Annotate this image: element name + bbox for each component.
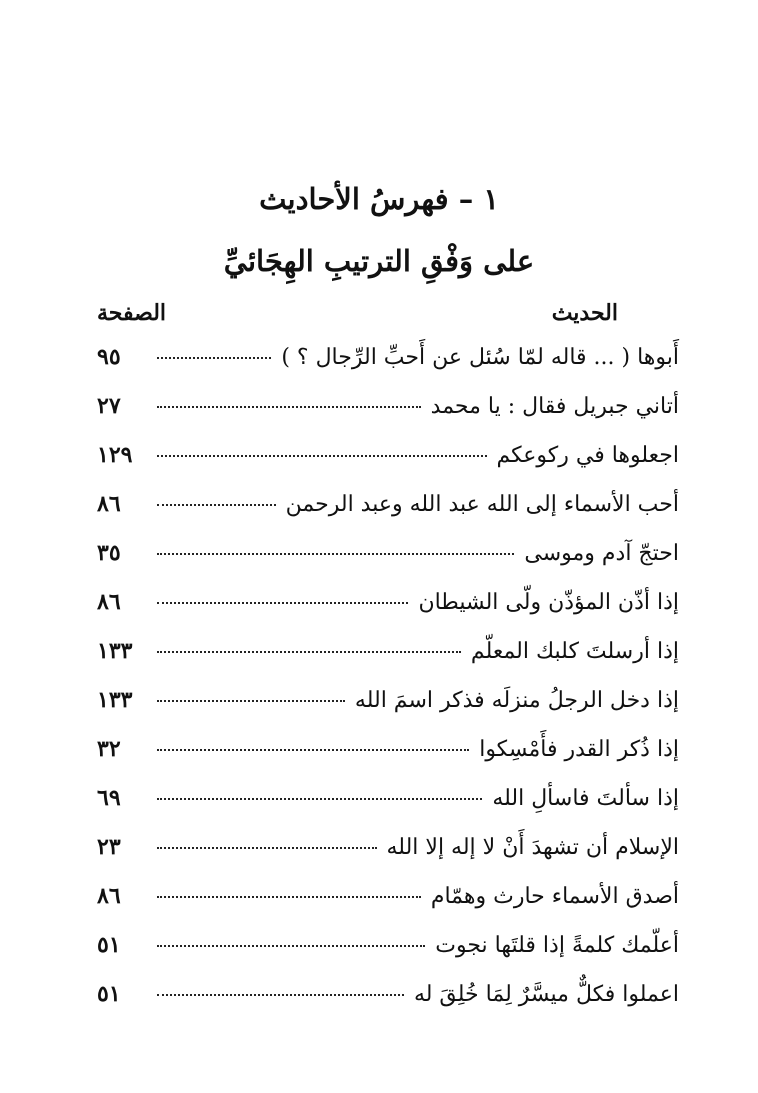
entry-page-number: ٣٢ — [97, 736, 121, 762]
dot-leader — [157, 455, 487, 457]
index-entry — [97, 393, 679, 442]
index-title: ١ – فهرسُ الأحاديث — [259, 182, 499, 216]
dot-leader — [157, 798, 482, 800]
entry-page-number: ٣٥ — [97, 540, 121, 566]
index-subtitle: على وَفْقِ الترتيبِ الهِجَائيِّ — [223, 244, 535, 278]
entry-text: إذا أرسلتَ كلبك المعلّم — [470, 639, 679, 664]
entry-page-number: ٥١ — [97, 932, 121, 958]
index-entry — [97, 785, 679, 834]
entry-text: إذا ذُكر القدر فأَمْسِكوا — [479, 737, 679, 762]
dot-leader — [157, 357, 271, 359]
entry-text: أَبوها ( ... قاله لمّا سُئل عن أَحبِّ الرِّجال ؟ ) — [281, 345, 679, 370]
index-entry — [97, 932, 679, 981]
index-entry — [97, 736, 679, 785]
entry-page-number: ٦٩ — [97, 785, 121, 811]
index-entry — [97, 981, 679, 1030]
entry-page-number: ٢٧ — [97, 393, 121, 419]
index-entry — [97, 638, 679, 687]
dot-leader — [157, 651, 461, 653]
entry-page-number: ٥١ — [97, 981, 121, 1007]
entry-text: الإسلام أن تشهدَ أَنْ لا إله إلا الله — [386, 835, 679, 860]
dot-leader — [157, 847, 377, 849]
dot-leader — [157, 896, 421, 898]
dot-leader — [157, 504, 276, 506]
entry-page-number: ١٣٣ — [97, 638, 133, 664]
dot-leader — [157, 700, 345, 702]
entry-text: اجعلوها في ركوعكم — [496, 443, 679, 468]
index-entry — [97, 883, 679, 932]
dot-leader — [157, 749, 469, 751]
entry-text: أصدق الأسماء حارث وهمّام — [430, 884, 679, 909]
entry-page-number: ٨٦ — [97, 589, 121, 615]
dot-leader — [157, 553, 514, 555]
column-header-hadith: الحديث — [551, 300, 618, 326]
entry-text: إذا سألتَ فاسألِ الله — [492, 786, 679, 811]
entry-page-number: ٢٣ — [97, 834, 121, 860]
entry-text: أتاني جبريل فقال : يا محمد — [430, 394, 679, 419]
entry-page-number: ١٢٩ — [97, 442, 133, 468]
dot-leader — [157, 406, 421, 408]
index-entry — [97, 834, 679, 883]
dot-leader — [157, 994, 404, 996]
entry-page-number: ٩٥ — [97, 344, 121, 370]
entry-text: اعملوا فكلٌّ ميسَّرٌ لِمَا خُلِقَ له — [413, 982, 679, 1007]
entry-text: احتجّ آدم وموسى — [524, 541, 679, 566]
dot-leader — [157, 945, 425, 947]
index-entry — [97, 442, 679, 491]
entry-page-number: ١٣٣ — [97, 687, 133, 713]
index-entry — [97, 491, 679, 540]
index-entry — [97, 540, 679, 589]
entry-page-number: ٨٦ — [97, 491, 121, 517]
dot-leader — [157, 602, 408, 604]
entry-text: أحب الأسماء إلى الله عبد الله وعبد الرحمن — [285, 492, 679, 517]
entry-text: أعلّمك كلمةً إذا قلتَها نجوت — [435, 933, 679, 958]
index-entry — [97, 687, 679, 736]
index-entries — [97, 344, 679, 1030]
index-entry — [97, 344, 679, 393]
column-header-page: الصفحة — [97, 300, 167, 326]
index-entry — [97, 589, 679, 638]
entry-text: إذا دخل الرجلُ منزلَه فذكر اسمَ الله — [354, 688, 679, 713]
entry-text: إذا أذّن المؤذّن ولّى الشيطان — [418, 590, 679, 615]
entry-page-number: ٨٦ — [97, 883, 121, 909]
